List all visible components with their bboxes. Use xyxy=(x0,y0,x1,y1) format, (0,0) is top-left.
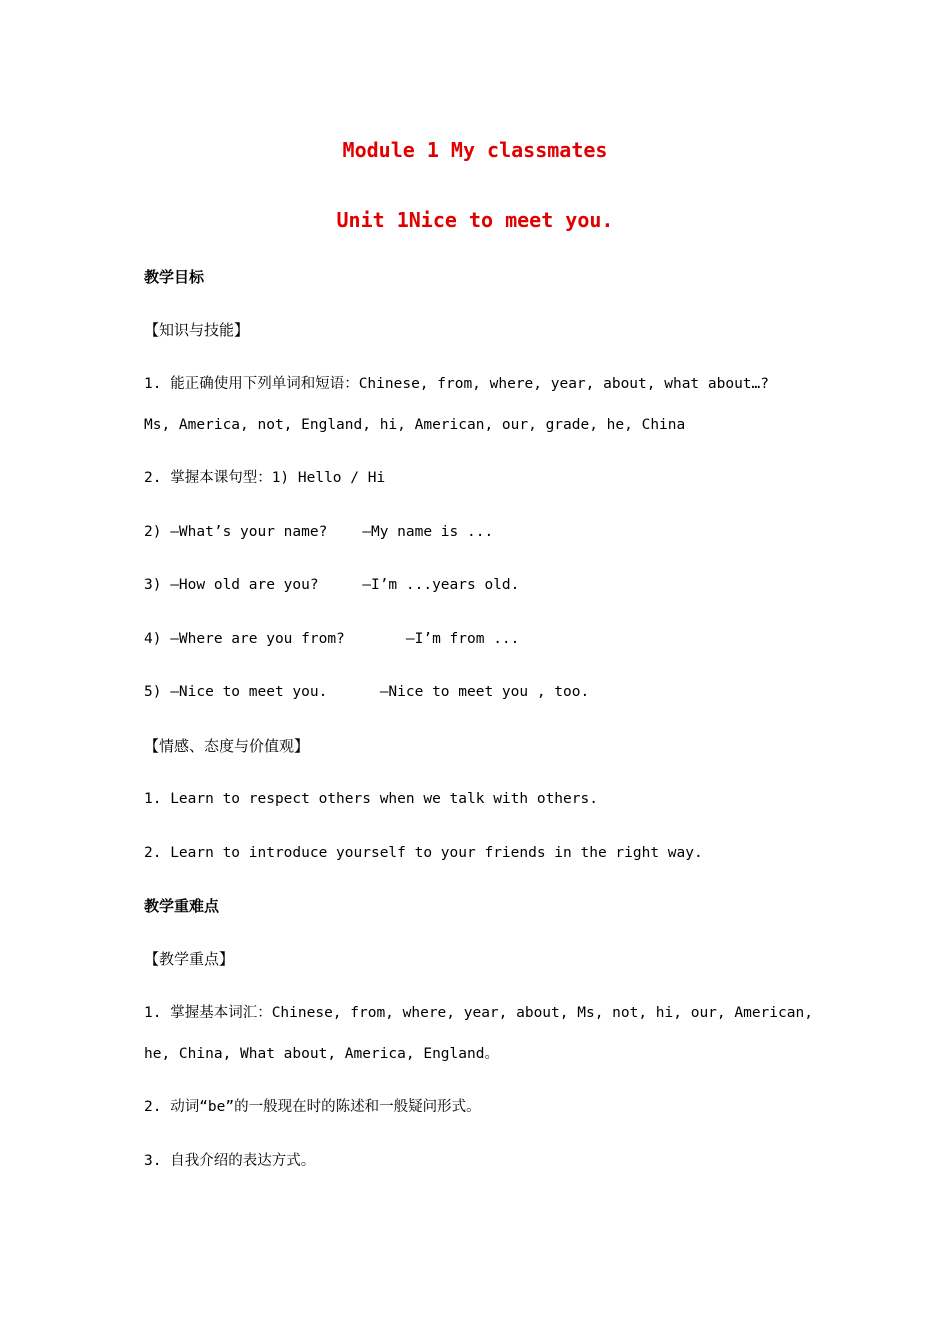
skills-item-1-line-1: 1. 能正确使用下列单词和短语：Chinese, from, where, year, about, what about…? xyxy=(144,376,769,392)
sentence-pattern-2: 2) —What’s your name? —My name is ... xyxy=(144,524,494,540)
key-item-2: 2. 动词“be”的一般现在时的陈述和一般疑问形式。 xyxy=(144,1099,481,1115)
attitude-item-1: 1. Learn to respect others when we talk with others. xyxy=(144,791,598,807)
skills-item-1-line-2: Ms, America, not, England, hi, American, our, grade, he, China xyxy=(144,417,686,433)
section-heading-key-difficult-points: 教学重难点 xyxy=(144,897,220,915)
sentence-pattern-5: 5) —Nice to meet you. —Nice to meet you , too. xyxy=(144,684,590,700)
unit-title: Unit 1Nice to meet you. xyxy=(336,208,614,232)
skills-item-2: 2. 掌握本课句型：1) Hello / Hi xyxy=(144,470,386,486)
module-title: Module 1 My classmates xyxy=(342,138,608,162)
attitude-item-2: 2. Learn to introduce yourself to your friends in the right way. xyxy=(144,845,703,861)
sentence-pattern-4: 4) —Where are you from? —I’m from ... xyxy=(144,631,520,647)
key-item-3: 3. 自我介绍的表达方式。 xyxy=(144,1153,316,1169)
key-item-1-line-2: he, China, What about, America, England。 xyxy=(144,1046,499,1062)
subheading-knowledge-skills: 【知识与技能】 xyxy=(144,321,250,339)
sentence-pattern-3: 3) —How old are you? —I’m ...years old. xyxy=(144,577,520,593)
section-heading-teaching-objectives: 教学目标 xyxy=(144,268,205,286)
subheading-key-points: 【教学重点】 xyxy=(144,950,235,968)
key-item-1-line-1: 1. 掌握基本词汇：Chinese, from, where, year, about, Ms, not, hi, our, American, xyxy=(144,1005,813,1021)
subheading-attitude-values: 【情感、态度与价值观】 xyxy=(144,737,310,755)
